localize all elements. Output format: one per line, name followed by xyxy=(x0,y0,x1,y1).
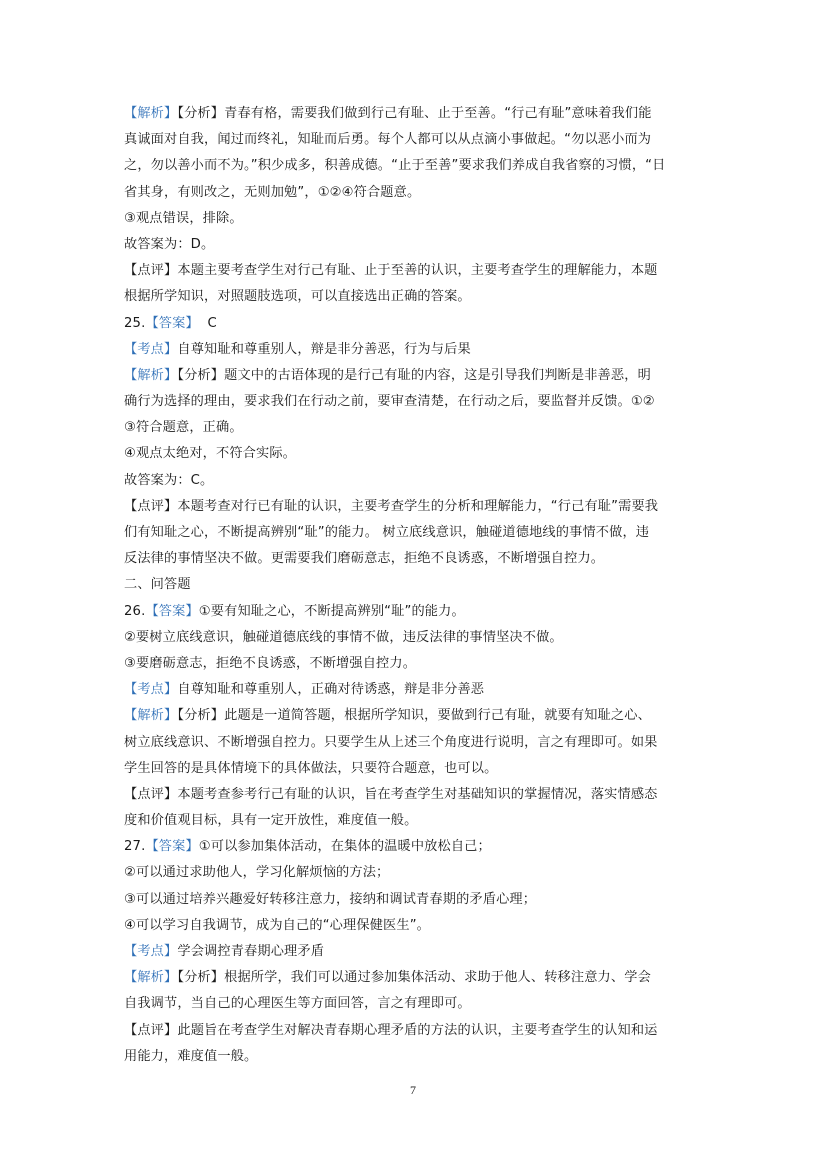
text: 自尊知耻和尊重别人，辩是非分善恶，行为与后果 xyxy=(177,341,471,357)
comment-line xyxy=(124,1018,704,1044)
text-line: ③符合题意，正确。 xyxy=(124,420,243,436)
comment-line xyxy=(124,782,704,808)
text: 本题考查参考行己有耻的认识，旨在考查学生对基础知识的掌握情况，落实情感态 xyxy=(177,786,658,802)
sub-label: 【分析】 xyxy=(177,367,225,383)
analysis-line xyxy=(124,363,704,389)
text-line: 根据所学知识，对照题肢选项，可以直接选出正确的答案。 xyxy=(124,289,471,305)
text: 学会调控青春期心理矛盾 xyxy=(177,944,325,959)
text-line: 反法律的事情坚决不做。更需要我们磨砺意志，拒绝不良诱惑，不断增强自控力。 xyxy=(124,551,605,567)
analysis-label: 【解析】 xyxy=(124,367,178,383)
analysis-line xyxy=(124,101,704,127)
kaodian-label: 【考点】 xyxy=(124,341,178,357)
text-line: 确行为选择的理由，要求我们在行动之前，要审查清楚，在行动之后，要监督并反馈。①② xyxy=(124,394,655,410)
kaodian-line xyxy=(124,337,704,363)
text: 本题考查对行已有耻的认识，主要考查学生的分析和理解能力，“行己有耻”需要我 xyxy=(177,498,659,514)
text: ①要有知耻之心，不断提高辨别“耻”的能力。 xyxy=(198,603,465,619)
answer-line-26 xyxy=(124,599,704,625)
text-line: ④观点太绝对，不符合实际。 xyxy=(124,446,297,462)
text-line: 用能力，难度值一般。 xyxy=(124,1048,258,1064)
text: 此题是一道简答题，根据所学知识，要做到行己有耻，就要有知耻之心、 xyxy=(224,708,651,724)
section-title: 二、问答题 xyxy=(124,577,191,593)
comment-label: 【点评】 xyxy=(124,786,178,802)
kaodian-line xyxy=(124,939,704,965)
text-line: ②可以通过求助他人，学习化解烦恼的方法； xyxy=(124,865,390,881)
text-line: 学生回答的是具体情境下的具体做法，只要符合题意，也可以。 xyxy=(124,760,498,776)
answer-line-27 xyxy=(124,834,704,860)
sub-label: 【分析】 xyxy=(177,970,225,986)
text-line: 们有知耻之心，不断提高辨别“耻”的能力。 树立底线意识，触碰道德地线的事情不做，违 xyxy=(124,525,650,540)
analysis-label: 【解析】 xyxy=(124,708,178,724)
page-number: 7 xyxy=(410,1083,416,1097)
analysis-label: 【解析】 xyxy=(124,106,178,121)
answer-label: 【答案】 xyxy=(145,603,199,619)
text-line: 度和价值观目标，具有一定开放性，难度值一般。 xyxy=(124,813,418,829)
final-answer: 故答案为：C。 xyxy=(124,472,214,488)
comment-line xyxy=(124,494,704,520)
text: 本题主要考查学生对行己有耻、止于至善的认识，主要考查学生的理解能力，本题 xyxy=(177,263,658,279)
text-line: 树立底线意识、不断增强自控力。只要学生从上述三个角度进行说明，言之有理即可。如果 xyxy=(124,734,658,750)
text-line: ③要磨砺意志，拒绝不良诱惑，不断增强自控力。 xyxy=(124,655,417,671)
text-line: 之，勿以善小而不为。”积少成多，积善成德。“止于至善”要求我们养成自我省察的习惯，“日 xyxy=(124,158,666,174)
text-line: ②要树立底线意识，触碰道德底线的事情不做，违反法律的事情坚决不做。 xyxy=(124,629,563,645)
answer-value: C xyxy=(207,315,217,331)
sub-label: 【分析】 xyxy=(177,708,225,724)
kaodian-label: 【考点】 xyxy=(124,682,178,698)
text: 题文中的古语体现的是行己有耻的内容，这是引导我们判断是非善恶，明 xyxy=(224,367,651,383)
analysis-line xyxy=(124,965,704,991)
kaodian-label: 【考点】 xyxy=(124,944,178,959)
sub-label: 【分析】 xyxy=(177,106,225,121)
analysis-line xyxy=(124,703,704,729)
comment-label: 【点评】 xyxy=(124,1022,178,1038)
question-number: 25. xyxy=(124,315,146,331)
analysis-label: 【解析】 xyxy=(124,970,178,986)
text: ①可以参加集体活动，在集体的温暖中放松自己； xyxy=(198,839,491,855)
text-line: ④可以学习自我调节，成为自己的“心理保健医生”。 xyxy=(124,917,431,933)
comment-label: 【点评】 xyxy=(124,263,178,279)
text: 根据所学，我们可以通过参加集体活动、求助于他人、转移注意力、学会 xyxy=(224,970,651,986)
text-line: 真诚面对自我，闻过而终礼，知耻而后勇。每个人都可以从点滴小事做起。“勿以恶小而为 xyxy=(124,132,652,148)
comment-line xyxy=(124,258,704,284)
kaodian-line xyxy=(124,677,704,703)
question-number: 27. xyxy=(124,839,146,855)
text: 青春有格，需要我们做到行己有耻、止于至善。“行己有耻”意味着我们能 xyxy=(224,106,652,121)
answer-line-25 xyxy=(124,311,704,337)
text: 自尊知耻和尊重别人，正确对待诱惑，辩是非分善恶 xyxy=(177,682,485,698)
answer-document xyxy=(124,101,704,1070)
text-line: 省其身，有则改之，无则加勉”，①②④符合题意。 xyxy=(124,184,421,200)
final-answer: 故答案为：D。 xyxy=(124,236,215,252)
text-line: ③可以通过培养兴趣爱好转移注意力，接纳和调试青春期的矛盾心理； xyxy=(124,891,537,907)
text-line: ③观点错误，排除。 xyxy=(124,210,243,226)
comment-label: 【点评】 xyxy=(124,498,178,514)
answer-label: 【答案】 xyxy=(145,839,199,855)
text: 此题旨在考查学生对解决青春期心理矛盾的方法的认识，主要考查学生的认知和运 xyxy=(177,1022,658,1038)
text-line: 自我调节，当自己的心理医生等方面回答，言之有理即可。 xyxy=(124,996,471,1012)
answer-label: 【答案】 xyxy=(145,315,199,331)
question-number: 26. xyxy=(124,603,146,619)
